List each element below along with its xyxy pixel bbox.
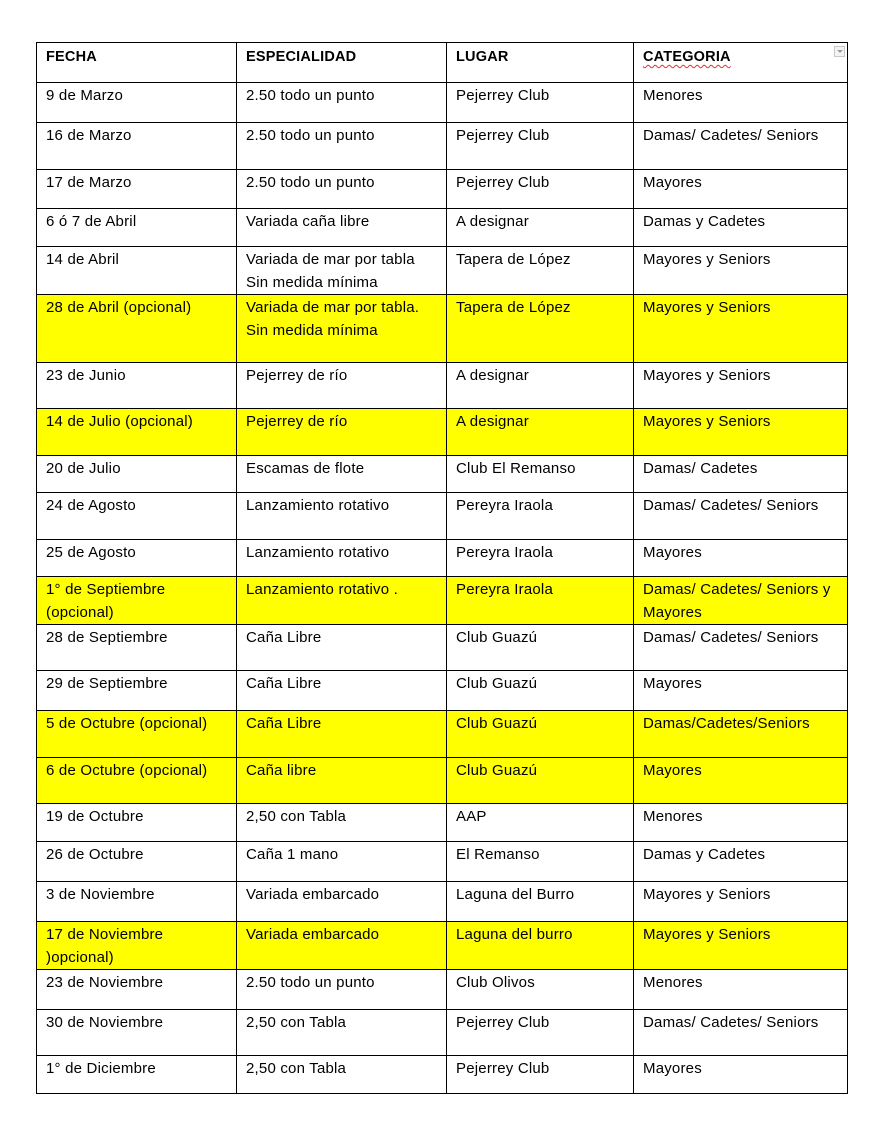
cell-categoria: Damas/ Cadetes/ Seniors y Mayores bbox=[634, 577, 848, 625]
table-row bbox=[37, 247, 848, 295]
cell-categoria: Damas/ Cadetes/ Seniors bbox=[634, 625, 848, 671]
cell-especialidad: Variada caña libre bbox=[237, 209, 447, 247]
cell-especialidad: 2.50 todo un punto bbox=[237, 83, 447, 123]
table-row bbox=[37, 1056, 848, 1094]
cell-fecha: 23 de Noviembre bbox=[37, 970, 237, 1010]
table-row bbox=[37, 409, 848, 456]
cell-lugar: Club Olivos bbox=[447, 970, 634, 1010]
cell-especialidad: 2,50 con Tabla bbox=[237, 1056, 447, 1094]
cell-lugar: Club Guazú bbox=[447, 625, 634, 671]
cell-categoria: Mayores bbox=[634, 1056, 848, 1094]
table-row bbox=[37, 842, 848, 882]
cell-lugar: Pereyra Iraola bbox=[447, 577, 634, 625]
cell-categoria: Mayores y Seniors bbox=[634, 922, 848, 970]
cell-fecha: 23 de Junio bbox=[37, 363, 237, 409]
cell-fecha: 30 de Noviembre bbox=[37, 1010, 237, 1056]
cell-fecha: 14 de Julio (opcional) bbox=[37, 409, 237, 456]
cell-especialidad: Variada de mar por tabla Sin medida mínima bbox=[237, 247, 447, 295]
table-row bbox=[37, 83, 848, 123]
table-row bbox=[37, 295, 848, 363]
cell-lugar: A designar bbox=[447, 363, 634, 409]
cell-categoria: Menores bbox=[634, 804, 848, 842]
cell-categoria: Mayores y Seniors bbox=[634, 363, 848, 409]
cell-especialidad: Variada de mar por tabla. Sin medida mínima bbox=[237, 295, 447, 363]
cell-especialidad: Caña 1 mano bbox=[237, 842, 447, 882]
cell-lugar: Pereyra Iraola bbox=[447, 493, 634, 540]
cell-especialidad: Caña Libre bbox=[237, 671, 447, 711]
cell-fecha: 1° de Diciembre bbox=[37, 1056, 237, 1094]
cell-categoria: Mayores y Seniors bbox=[634, 295, 848, 363]
tournament-schedule-table bbox=[36, 42, 848, 1094]
cell-especialidad: 2.50 todo un punto bbox=[237, 970, 447, 1010]
header-categoria-cell bbox=[634, 43, 848, 83]
table-row bbox=[37, 625, 848, 671]
header-especialidad: ESPECIALIDAD bbox=[237, 43, 447, 83]
cell-especialidad: Pejerrey de río bbox=[237, 363, 447, 409]
table-row bbox=[37, 882, 848, 922]
cell-lugar: Laguna del Burro bbox=[447, 882, 634, 922]
cell-lugar: Club Guazú bbox=[447, 671, 634, 711]
cell-lugar: Pejerrey Club bbox=[447, 123, 634, 170]
table-row bbox=[37, 577, 848, 625]
cell-categoria: Mayores y Seniors bbox=[634, 409, 848, 456]
table-row bbox=[37, 540, 848, 577]
table-row bbox=[37, 1010, 848, 1056]
cell-especialidad: Caña Libre bbox=[237, 711, 447, 758]
cell-categoria: Menores bbox=[634, 970, 848, 1010]
cell-lugar: Club El Remanso bbox=[447, 456, 634, 493]
cell-lugar: Pejerrey Club bbox=[447, 1010, 634, 1056]
table-row bbox=[37, 711, 848, 758]
cell-lugar: A designar bbox=[447, 409, 634, 456]
table-row bbox=[37, 758, 848, 804]
cell-fecha: 19 de Octubre bbox=[37, 804, 237, 842]
cell-lugar: AAP bbox=[447, 804, 634, 842]
table-row bbox=[37, 123, 848, 170]
header-lugar: LUGAR bbox=[447, 43, 634, 83]
cell-categoria: Damas y Cadetes bbox=[634, 842, 848, 882]
table-row bbox=[37, 922, 848, 970]
cell-fecha: 20 de Julio bbox=[37, 456, 237, 493]
cell-categoria: Damas y Cadetes bbox=[634, 209, 848, 247]
cell-categoria: Mayores bbox=[634, 170, 848, 209]
cell-fecha: 28 de Septiembre bbox=[37, 625, 237, 671]
cell-categoria: Mayores bbox=[634, 671, 848, 711]
cell-lugar: El Remanso bbox=[447, 842, 634, 882]
cell-fecha: 3 de Noviembre bbox=[37, 882, 237, 922]
column-dropdown-icon[interactable] bbox=[834, 46, 845, 57]
cell-fecha: 1° de Septiembre (opcional) bbox=[37, 577, 237, 625]
table-row bbox=[37, 456, 848, 493]
cell-especialidad: Variada embarcado bbox=[237, 882, 447, 922]
cell-fecha: 26 de Octubre bbox=[37, 842, 237, 882]
table-row bbox=[37, 493, 848, 540]
cell-especialidad: 2,50 con Tabla bbox=[237, 1010, 447, 1056]
table-row bbox=[37, 170, 848, 209]
cell-especialidad: 2.50 todo un punto bbox=[237, 123, 447, 170]
table-row bbox=[37, 804, 848, 842]
cell-categoria: Damas/ Cadetes bbox=[634, 456, 848, 493]
cell-lugar: Laguna del burro bbox=[447, 922, 634, 970]
cell-fecha: 16 de Marzo bbox=[37, 123, 237, 170]
cell-fecha: 5 de Octubre (opcional) bbox=[37, 711, 237, 758]
cell-categoria: Damas/ Cadetes/ Seniors bbox=[634, 1010, 848, 1056]
cell-fecha: 29 de Septiembre bbox=[37, 671, 237, 711]
cell-lugar: Tapera de López bbox=[447, 295, 634, 363]
cell-lugar: Pereyra Iraola bbox=[447, 540, 634, 577]
cell-fecha: 14 de Abril bbox=[37, 247, 237, 295]
cell-especialidad: Caña libre bbox=[237, 758, 447, 804]
cell-lugar: Club Guazú bbox=[447, 758, 634, 804]
cell-categoria: Menores bbox=[634, 83, 848, 123]
cell-especialidad: Variada embarcado bbox=[237, 922, 447, 970]
cell-categoria: Damas/ Cadetes/ Seniors bbox=[634, 493, 848, 540]
cell-fecha: 6 de Octubre (opcional) bbox=[37, 758, 237, 804]
table-row bbox=[37, 671, 848, 711]
cell-especialidad: 2,50 con Tabla bbox=[237, 804, 447, 842]
cell-categoria: Mayores bbox=[634, 758, 848, 804]
cell-especialidad: Lanzamiento rotativo . bbox=[237, 577, 447, 625]
cell-fecha: 24 de Agosto bbox=[37, 493, 237, 540]
cell-especialidad: Lanzamiento rotativo bbox=[237, 493, 447, 540]
table-row bbox=[37, 209, 848, 247]
header-row bbox=[37, 43, 848, 83]
cell-fecha: 25 de Agosto bbox=[37, 540, 237, 577]
cell-fecha: 17 de Marzo bbox=[37, 170, 237, 209]
cell-lugar: A designar bbox=[447, 209, 634, 247]
table-row bbox=[37, 363, 848, 409]
schedule-body bbox=[37, 83, 848, 1094]
cell-especialidad: Caña Libre bbox=[237, 625, 447, 671]
header-fecha: FECHA bbox=[37, 43, 237, 83]
table-row bbox=[37, 970, 848, 1010]
cell-especialidad: 2.50 todo un punto bbox=[237, 170, 447, 209]
cell-especialidad: Escamas de flote bbox=[237, 456, 447, 493]
cell-categoria: Damas/ Cadetes/ Seniors bbox=[634, 123, 848, 170]
cell-fecha: 17 de Noviembre )opcional) bbox=[37, 922, 237, 970]
cell-fecha: 6 ó 7 de Abril bbox=[37, 209, 237, 247]
cell-categoria: Damas/Cadetes/Seniors bbox=[634, 711, 848, 758]
cell-lugar: Pejerrey Club bbox=[447, 1056, 634, 1094]
cell-categoria: Mayores y Seniors bbox=[634, 247, 848, 295]
cell-fecha: 9 de Marzo bbox=[37, 83, 237, 123]
cell-fecha: 28 de Abril (opcional) bbox=[37, 295, 237, 363]
cell-lugar: Pejerrey Club bbox=[447, 170, 634, 209]
header-categoria: CATEGORIA bbox=[643, 49, 731, 65]
cell-categoria: Mayores y Seniors bbox=[634, 882, 848, 922]
cell-especialidad: Lanzamiento rotativo bbox=[237, 540, 447, 577]
cell-lugar: Pejerrey Club bbox=[447, 83, 634, 123]
cell-categoria: Mayores bbox=[634, 540, 848, 577]
cell-lugar: Tapera de López bbox=[447, 247, 634, 295]
cell-lugar: Club Guazú bbox=[447, 711, 634, 758]
cell-especialidad: Pejerrey de río bbox=[237, 409, 447, 456]
